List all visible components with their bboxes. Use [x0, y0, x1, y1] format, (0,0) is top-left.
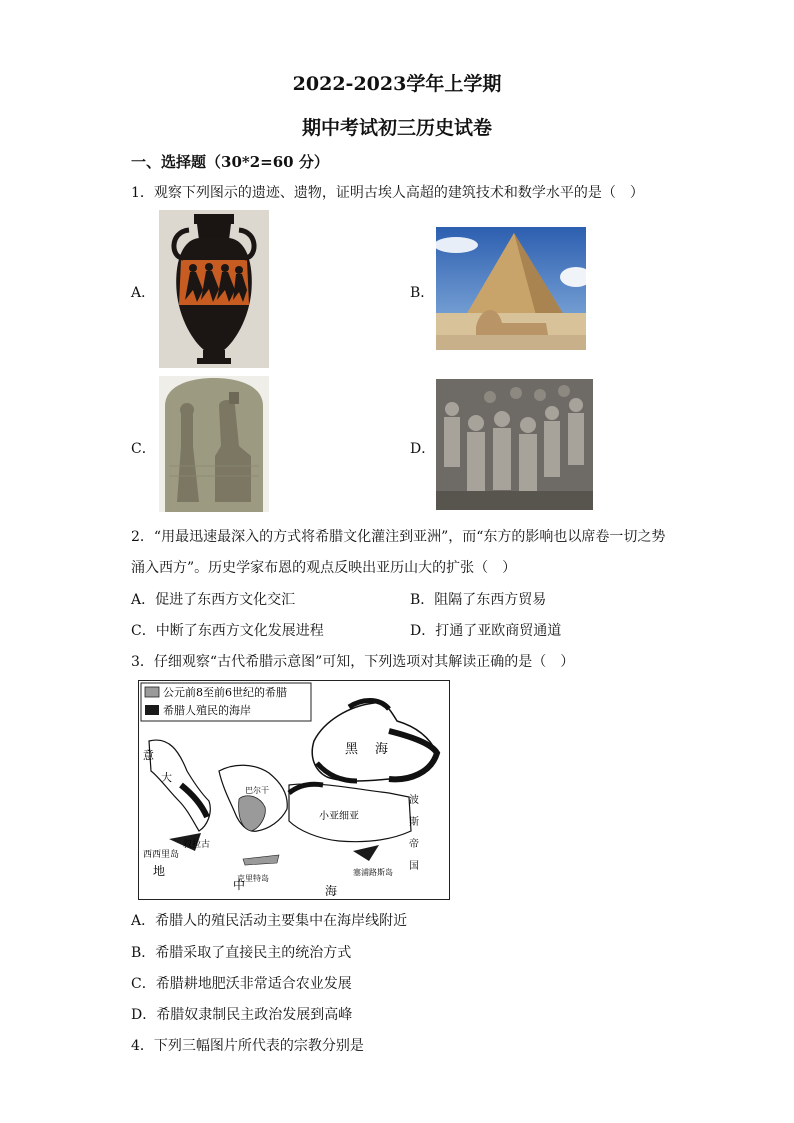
- label-med-1: 地: [153, 864, 166, 878]
- label-persia-2: 斯: [409, 817, 419, 828]
- label-syracuse: 叙拉古: [183, 840, 211, 850]
- q3-option-a: A．希腊人的殖民活动主要集中在海岸线附近: [131, 913, 408, 929]
- question-1-stem: 1．观察下列图示的遗迹、遗物，证明古埃人高超的建筑技术和数学水平的是（ ）: [131, 185, 644, 201]
- q2-option-b: B．阻隔了东西方贸易: [410, 592, 547, 608]
- pyramid-sphinx-image: [436, 227, 586, 350]
- label-persia-1: 波: [409, 795, 419, 806]
- label-sicily: 西西里岛: [143, 850, 180, 860]
- question-2-stem-line-1: 2．“用最迅速最深入的方式将希腊文化灌注到亚洲”，而“东方的影响也以席卷一切之势: [131, 529, 666, 545]
- q2-option-a: A．促进了东西方文化交汇: [131, 592, 296, 608]
- label-persia-3: 帝: [409, 839, 419, 850]
- section-heading: 一、选择题（30*2=60 分）: [131, 153, 329, 171]
- title-line-1: 2022-2023学年上学期: [292, 73, 502, 95]
- q3-option-d: D．希腊奴隶制民主政治发展到高峰: [131, 1007, 353, 1023]
- q1-option-b-label: B．: [410, 285, 435, 301]
- amphora-image: [159, 210, 269, 368]
- hammurabi-stele-image: [159, 376, 269, 512]
- question-2-stem-line-2: 涌入西方”。历史学家布恩的观点反映出亚历山大的扩张（ ）: [131, 560, 517, 576]
- q2-option-d: D．打通了亚欧商贸通道: [410, 623, 562, 639]
- label-crete: 克里特岛: [237, 874, 269, 883]
- label-cyprus: 塞浦路斯岛: [353, 868, 393, 877]
- q2-option-c: C．中断了东西方文化发展进程: [131, 623, 324, 639]
- terracotta-army-image: [436, 379, 593, 510]
- map-drawing: [139, 681, 449, 899]
- label-italy-2: 大: [161, 771, 172, 784]
- question-3-stem: 3．仔细观察“古代希腊示意图”可知，下列选项对其解读正确的是（ ）: [131, 654, 575, 670]
- label-black-sea-1: 黑: [345, 742, 359, 757]
- label-persia-4: 国: [409, 861, 419, 872]
- q1-option-c-label: C．: [131, 441, 156, 457]
- label-med-3: 海: [325, 884, 338, 898]
- title-line-2: 期中考试初三历史试卷: [301, 117, 492, 139]
- ancient-greece-map: [138, 680, 450, 900]
- q3-option-c: C．希腊耕地肥沃非常适合农业发展: [131, 976, 352, 992]
- label-black-sea-2: 海: [375, 742, 389, 757]
- q3-option-b: B．希腊采取了直接民主的统治方式: [131, 945, 352, 961]
- label-balkan: 巴尔干: [245, 786, 269, 795]
- legend-colonies: 希腊人殖民的海岸: [163, 704, 251, 717]
- q1-option-d-label: D．: [410, 441, 436, 457]
- q1-option-a-label: A．: [131, 285, 156, 301]
- label-italy-1: 意: [143, 749, 154, 762]
- legend-greece: 公元前8至前6世纪的希腊: [163, 686, 287, 699]
- label-asia-minor: 小亚细亚: [319, 811, 359, 822]
- question-4-stem: 4．下列三幅图片所代表的宗教分别是: [131, 1038, 364, 1054]
- label-med-2: 中: [233, 878, 246, 892]
